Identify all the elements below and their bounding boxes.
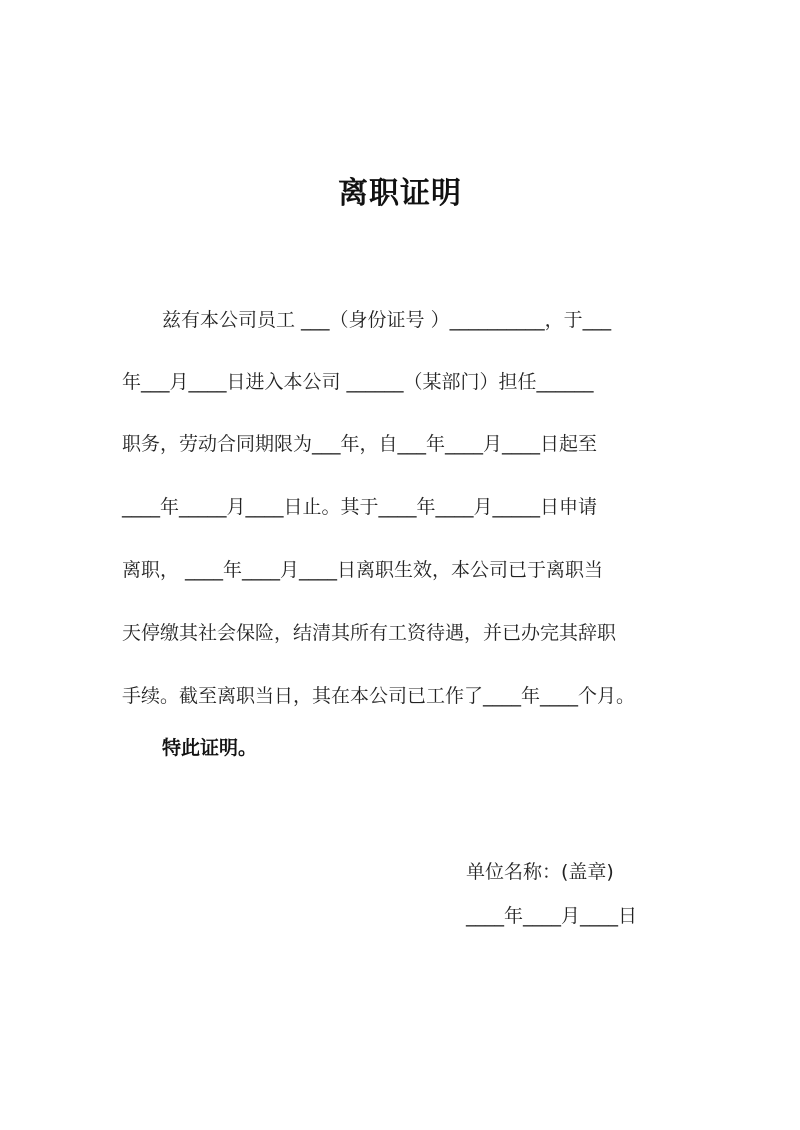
closing-statement: 特此证明。 bbox=[162, 737, 258, 759]
body-line: 年___月____日进入本公司 ______（某部门）担任______ bbox=[122, 371, 594, 393]
signature-date-line: ____年____月____日 bbox=[466, 905, 638, 927]
body-line: 职务，劳动合同期限为___年，自___年____月____日起至 bbox=[122, 433, 598, 455]
body-line: 兹有本公司员工 ___（身份证号 ）__________，于___ bbox=[162, 309, 612, 331]
body-line: 离职， ____年____月____日离职生效，本公司已于离职当 bbox=[122, 559, 604, 581]
body-line: ____年_____月____日止。其于____年____月_____日申请 bbox=[122, 496, 598, 518]
signature-unit-label: 单位名称：(盖章) bbox=[466, 861, 614, 883]
body-line: 天停缴其社会保险，结清其所有工资待遇，并已办完其辞职 bbox=[122, 622, 617, 644]
body-line: 手续。截至离职当日，其在本公司已工作了____年____个月。 bbox=[122, 685, 636, 707]
document-title: 离职证明 bbox=[338, 176, 462, 211]
